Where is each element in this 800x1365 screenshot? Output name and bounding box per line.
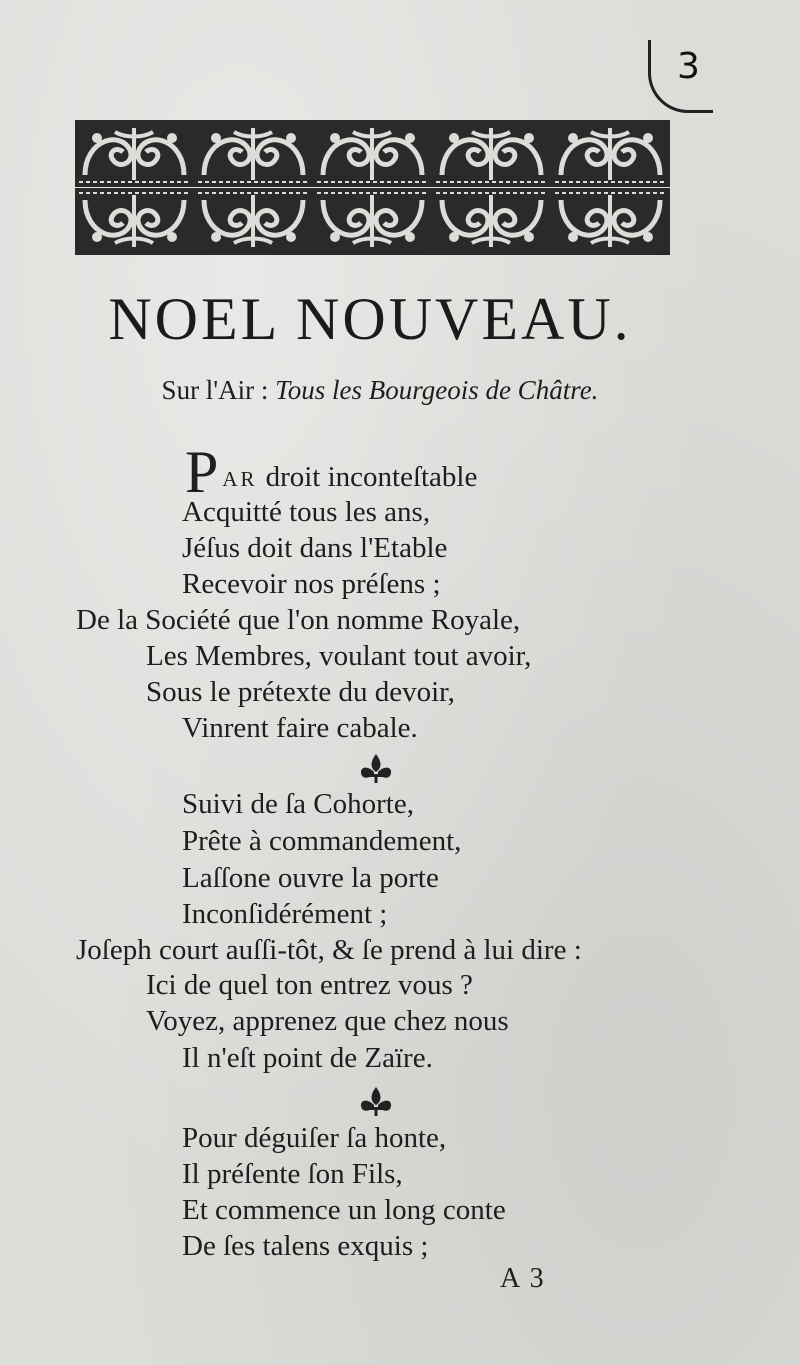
verse-line: De ſes talens exquis ; <box>182 1230 429 1262</box>
verse-line: Laſſone ouvre la porte <box>182 862 439 894</box>
small-caps: AR <box>222 467 258 491</box>
signature-mark: A 3 <box>500 1263 546 1294</box>
verse-line: Acquitté tous les ans, <box>182 496 431 528</box>
verse-line: Voyez, apprenez que chez nous <box>146 1005 509 1037</box>
verse-line: Il n'eſt point de Zaïre. <box>182 1042 433 1074</box>
drop-cap: P <box>185 439 219 505</box>
tune-indication <box>0 375 760 406</box>
tune-title: Tous les Bourgeois de Châtre. <box>275 375 599 405</box>
fleuron-icon <box>356 752 396 784</box>
verse-line: Recevoir nos préſens ; <box>182 568 441 600</box>
verse-line: Joſeph court auſſi-tôt, & ſe prend à lui dire : <box>76 934 582 966</box>
verse-line: De la Société que l'on nomme Royale, <box>76 604 521 636</box>
folio-number-text: 3 <box>677 46 700 87</box>
verse-line: Et commence un long conte <box>182 1194 506 1226</box>
verse-line: Il préſente ſon Fils, <box>182 1158 403 1190</box>
verse-line: Vinrent faire cabale. <box>182 712 418 744</box>
headpiece-ornament-icon <box>75 120 670 255</box>
page-title: NOEL NOUVEAU. <box>108 286 632 352</box>
folio-number <box>648 40 713 113</box>
verse-line: Suivi de ſa Cohorte, <box>182 788 414 820</box>
verse-line: Prête à commandement, <box>182 825 462 857</box>
verse-line: Ici de quel ton entrez vous ? <box>146 969 473 1001</box>
verse-line: Jéſus doit dans l'Etable <box>182 532 448 564</box>
verse-line: Sous le prétexte du devoir, <box>146 676 455 708</box>
verse-line <box>185 439 478 505</box>
verse-line: Pour déguiſer ſa honte, <box>182 1122 447 1154</box>
tune-prefix: Sur l'Air : <box>161 375 269 405</box>
verse-line: Les Membres, voulant tout avoir, <box>146 640 532 672</box>
verse-line: Inconſidérément ; <box>182 898 388 930</box>
fleuron-icon <box>356 1085 396 1117</box>
verse-line-text: droit inconteſtable <box>265 461 478 493</box>
